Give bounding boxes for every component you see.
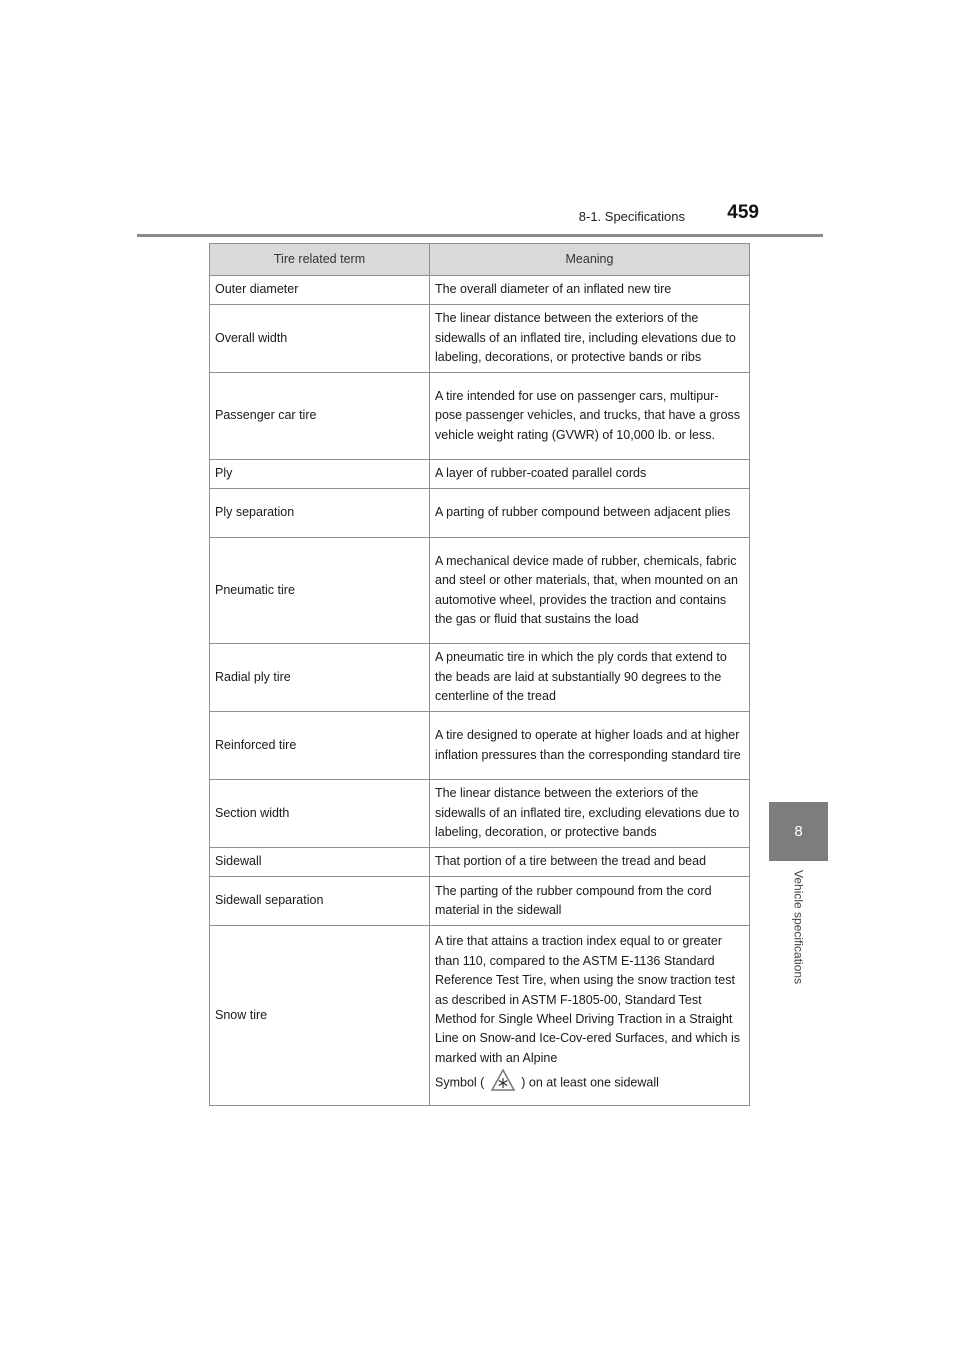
table-row: [210, 305, 750, 373]
term-cell: Ply: [210, 460, 430, 489]
page-number: 459: [727, 202, 759, 223]
tire-terms-table: [209, 243, 750, 1106]
term-cell: Radial ply tire: [210, 644, 430, 712]
section-title: 8-1. Specifications: [578, 209, 685, 224]
table-row: [210, 276, 750, 305]
meaning-cell: The parting of the rubber compound from the cord material in the sidewall: [430, 877, 750, 926]
page-header: [137, 200, 823, 237]
column-header-term: Tire related term: [210, 244, 430, 276]
meaning-cell: A layer of rubber-coated parallel cords: [430, 460, 750, 489]
meaning-cell: The linear distance between the exteriors of the sidewalls of an inflated tire, excluding elevations due to labeling, decoration, or protective bands: [430, 780, 750, 848]
table-row: [210, 373, 750, 460]
term-cell: Overall width: [210, 305, 430, 373]
meaning-cell: The linear distance between the exteriors of the sidewalls of an inflated tire, including elevations due to labeling, decorations, or protective bands or ribs: [430, 305, 750, 373]
meaning-cell: That portion of a tire between the tread and bead: [430, 848, 750, 877]
snow-tire-definition: A tire that attains a traction index equal to or greater than 110, compared to the ASTM E-1136 Standard Reference Test Tire, when using the snow traction test as described in ASTM F-1805-00, Standard Test Method for Single Wheel Driving Traction in a Straight Line on Snow-and Ice-Cov-ered Surfaces, and which is marked with an Alpine: [435, 934, 741, 1065]
table-row: [210, 489, 750, 538]
meaning-cell: A pneumatic tire in which the ply cords that extend to the beads are laid at substantially 90 degrees to the centerline of the tread: [430, 644, 750, 712]
table-row: [210, 712, 750, 780]
table-row: [210, 780, 750, 848]
table-header-row: [210, 244, 750, 276]
term-cell: Sidewall separation: [210, 877, 430, 926]
symbol-prefix: Symbol (: [435, 1075, 485, 1090]
table-row: [210, 848, 750, 877]
column-header-meaning: Meaning: [430, 244, 750, 276]
term-cell: Reinforced tire: [210, 712, 430, 780]
meaning-cell: The overall diameter of an inflated new tire: [430, 276, 750, 305]
term-cell: Passenger car tire: [210, 373, 430, 460]
term-cell: Section width: [210, 780, 430, 848]
table-row: [210, 460, 750, 489]
chapter-number: 8: [794, 823, 803, 840]
table-row: [210, 926, 750, 1106]
term-cell: Outer diameter: [210, 276, 430, 305]
chapter-label: Vehicle specifications: [791, 870, 806, 985]
term-cell: Snow tire: [210, 926, 430, 1106]
meaning-cell: A parting of rubber compound between adjacent plies: [430, 489, 750, 538]
table-row: [210, 644, 750, 712]
meaning-cell: A tire designed to operate at higher loads and at higher inflation pressures than the corresponding standard tire: [430, 712, 750, 780]
meaning-cell: A mechanical device made of rubber, chemicals, fabric and steel or other materials, that, when mounted on an automotive wheel, provides the traction and contains the gas or fluid that sustains the load: [430, 538, 750, 644]
table-row: [210, 877, 750, 926]
symbol-suffix: ) on at least one sidewall: [521, 1075, 659, 1090]
meaning-cell: A tire intended for use on passenger cars, multipur-pose passenger vehicles, and trucks, that have a gross vehicle weight rating (GVWR) of 10,000 lb. or less.: [430, 373, 750, 460]
alpine-snowflake-icon: [490, 1068, 516, 1098]
term-cell: Sidewall: [210, 848, 430, 877]
meaning-cell: [430, 926, 750, 1106]
term-cell: Ply separation: [210, 489, 430, 538]
chapter-tab[interactable]: [769, 802, 828, 861]
term-cell: Pneumatic tire: [210, 538, 430, 644]
table-row: [210, 538, 750, 644]
